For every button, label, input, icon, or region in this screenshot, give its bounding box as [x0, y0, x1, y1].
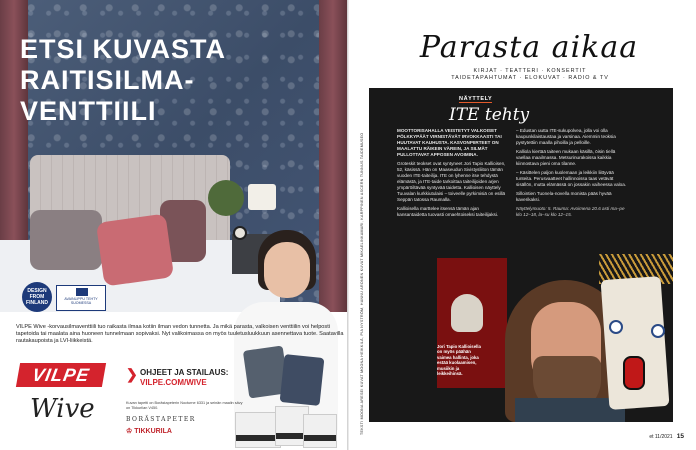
key-flag-icon — [76, 288, 88, 296]
editorial-page — [349, 0, 696, 450]
page-footer — [649, 433, 684, 440]
exhibition-info: Näyttelymuoto: 5. Rauma: Avoimena 20.6 asti ma–pe klo 12–18, la–su klo 12–15. — [516, 206, 625, 217]
article-section-label: NÄYTTELY — [459, 96, 493, 102]
borastapeter-logo: BORÄSTAPETER — [126, 416, 196, 423]
issue-label: et 11/2021 — [649, 434, 673, 440]
article-paragraph: Sillointien Tuonela-novella monista pääs hyvää kaverikaksi. — [516, 191, 612, 202]
ad-headline: ETSI KUVASTA RAITISILMA-VENTTIILI — [20, 34, 226, 126]
product-sample — [280, 354, 325, 406]
vilpe-logo: VILPE — [16, 363, 106, 387]
article-column-2 — [516, 128, 628, 221]
photo-caption: Jori Tapio Kallioisella on myös päähän vaimea hallinta, joka estää kuolaamisen, musiikin ja leikkeihinsä. — [437, 344, 481, 377]
key-flag-badge — [56, 285, 106, 311]
advertisement-page — [0, 0, 347, 450]
chevron-right-icon: ❯ — [126, 366, 138, 382]
key-flag-label: AVAINLIPPU TEHTY SUOMESSA — [64, 297, 98, 306]
article-paragraph: – Käsittelen paljon kuolemaan ja leikkiin liittyvää tunteita. Perusvaatteet hallinnoissa taas vetävät sisällön, mutta elämässä on jossakin vaiheessa valoa. — [516, 170, 627, 187]
plant — [208, 180, 244, 216]
skull-sculpture — [451, 294, 483, 332]
section-subhead: TAIDETAPAHTUMAT · ELOKUVAT · RADIO & TV — [451, 75, 609, 81]
cta-title: OHJEET JA STAILAUS: — [140, 368, 229, 377]
page-number: 15 — [676, 433, 684, 440]
article-paragraph: MOOTTORISAHALLA VEISTETYT VALKOISET PÖLKKYPÄÄT VIRNISTÄVÄT IRVOKKAASTI TAI HUUTAVAT KAUHUSTA. KASVONPIIRTEET ON MAALATTU RÄIKEIN VÄREIN, JA SILMÄT PULLOTTAVAT APPOSEN AVOIMINA. — [397, 128, 502, 157]
cta-url-link[interactable]: VILPE.COM/WIVE — [140, 378, 207, 387]
ad-body-text: VILPE Wive -korvausilmaventtiili tuo raikasta ilmaa kotiin ilman vedon tunnetta. Ja mikä parasta, valkoisen venttiilin voi helposti tapetoida tai maalata aina huoneen tunnelmaan sopivaksi. Nyt valikoimassa on myös tuuletusluukkuun asennettava tuote. Saatavilla rautakaupoista ja LVI-liikkeistä. — [16, 324, 344, 345]
lamp — [248, 184, 276, 210]
article-paragraph: Kallioisella marttelee itsensä tämän ajan kansantaidetta tuovasti omaehtoiseksi taiteilijaksi. — [397, 206, 499, 217]
wive-logo: Wive — [30, 394, 95, 424]
pillow — [96, 213, 174, 286]
article-box — [369, 88, 673, 422]
product-boxes — [235, 404, 339, 448]
article-paragraph: Kalliola kiertää taiteen mukaan käsillä, öisin tiellä vaellaa maailmassa. Metsurinurakoissa kaikkia kiinnostava pieni oma tilanne. — [516, 149, 616, 166]
artist-portrait — [429, 238, 673, 422]
article-paragraph: – Edustan uutta ITE-sukupolvea, jolla voi olla kaupunkilaistaustaa ja varsinaa. Aiemmin teoksia pystytettiin maalla pihoilla ja pelloille. — [516, 128, 616, 145]
wallpaper-credit: Kuvan tapetti on Borästapeterin Nocturne 6331 ja seinän maalin sävy on Tikkurilan V450. — [126, 401, 243, 410]
section-subhead: KIRJAT · TEATTERI · KONSERTIT — [473, 68, 587, 74]
section-masthead: Parasta aikaa — [419, 30, 639, 65]
design-from-finland-badge: DESIGN FROM FINLAND — [22, 282, 52, 312]
tikkurila-label: TIKKURILA — [134, 428, 172, 435]
article-column-1 — [397, 128, 509, 221]
photo-credit-text: TEKSTI MOONA ARESEI KUVAT MOONA HEIKKILÄ, PIA NYSTRÖM, HANNU ARONEN KUVAT MIKAELINKAMARI, KARPPINEN ASCERN TUNNUS TAIDEMUSEO — [360, 132, 364, 435]
pillow — [30, 210, 102, 270]
photo-credit — [359, 88, 365, 438]
tikkurila-logo: ♔ TIKKURILA — [126, 428, 172, 435]
article-title: ITE tehty — [449, 105, 530, 125]
article-paragraph: Groteskit teokset ovat syntyneet Jori Tapio Kallioisen, 52, käsissä. Hän on Maaseudun Sivistysliiton tämän vuoden ITE-taiteilija. ITE on lyhenne itse tehdystä elämästä, ja ITE-taide tarkoittaa taiteilijoiden arjen ympäröiltävää syntyvää taidetta. Kallioisen näyttely Tuuvalan kurkkiutulaisi – toiveelle pyrkimisiä on esillä Seppän tatossa Raumalla. — [397, 161, 506, 202]
